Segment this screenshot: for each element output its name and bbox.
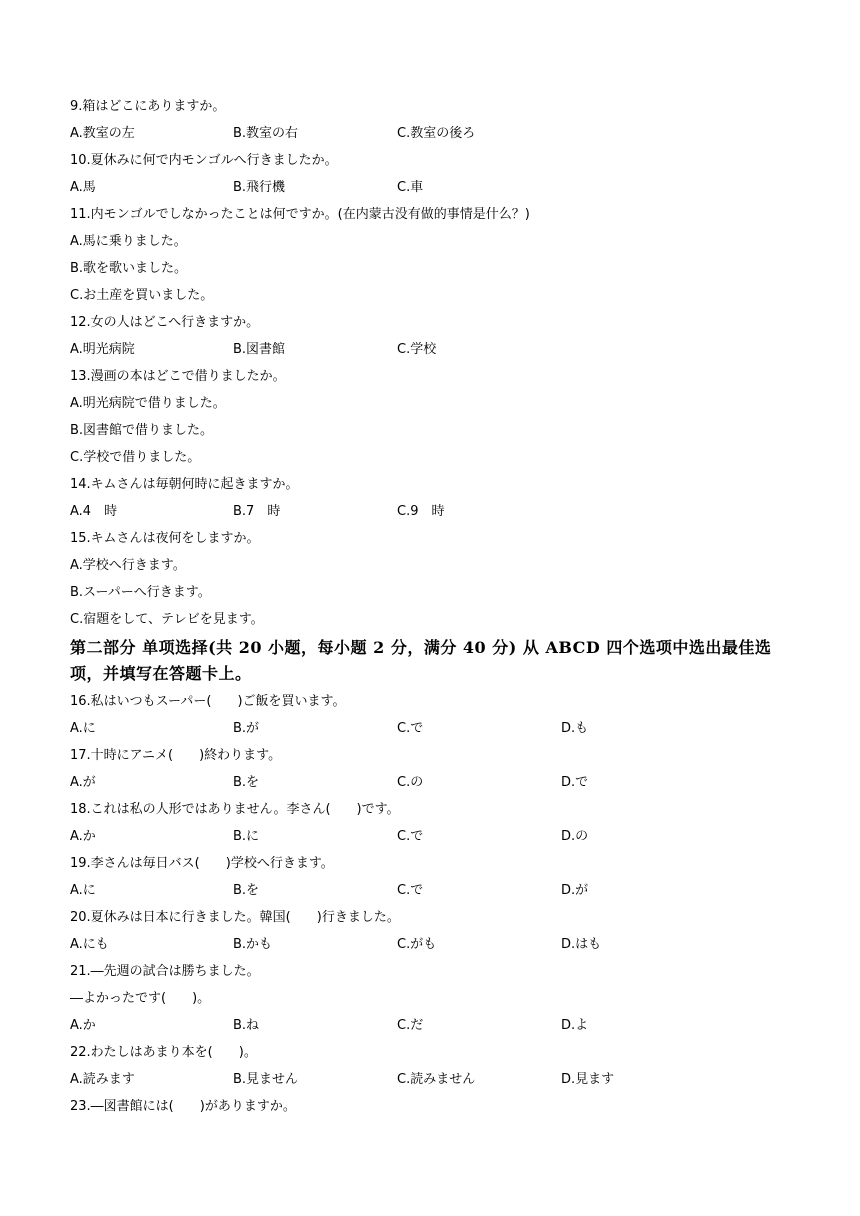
question-15-stem: 15.キムさんは夜何をしますか。 — [70, 531, 260, 546]
question-18-option-b: B.に — [233, 829, 260, 844]
question-21-option-d: D.よ — [561, 1018, 589, 1033]
question-15-option-a: A.学校へ行きます。 — [70, 558, 186, 573]
question-13-stem: 13.漫画の本はどこで借りましたか。 — [70, 369, 286, 384]
question-21-option-b: B.ね — [233, 1018, 260, 1033]
question-20-stem: 20.夏休みは日本に行きました。韓国( )行きました。 — [70, 910, 400, 925]
question-18-stem: 18.これは私の人形ではありません。李さん( )です。 — [70, 802, 400, 817]
section-2-heading — [70, 635, 792, 687]
section-2-heading-line-1: 第二部分 单项选择(共 20 小题，每小题 2 分，满分 40 分) 从 ABCD 四个选项中选出最佳选 — [70, 638, 772, 657]
question-17-option-c: C.の — [397, 775, 424, 790]
question-14-stem: 14.キムさんは毎朝何時に起きますか。 — [70, 477, 299, 492]
question-21-stem: 21.―先週の試合は勝ちました。 — [70, 964, 260, 979]
question-16-option-a: A.に — [70, 721, 96, 736]
question-10-option-c: C.車 — [397, 180, 424, 195]
question-10-option-b: B.飛行機 — [233, 180, 286, 195]
question-11-stem: 11.内モンゴルでしなかったことは何ですか。(在内蒙古没有做的事情是什么？) — [70, 207, 530, 222]
question-19-option-b: B.を — [233, 883, 260, 898]
question-11-option-b: B.歌を歌いました。 — [70, 261, 188, 276]
question-10-stem: 10.夏休みに何で内モンゴルへ行きましたか。 — [70, 153, 338, 168]
question-15-option-c: C.宿題をして、テレビを見ます。 — [70, 612, 264, 627]
question-14-option-b: B.7 時 — [233, 504, 281, 519]
question-16-option-b: B.が — [233, 721, 260, 736]
question-16-option-c: C.で — [397, 721, 424, 736]
question-13-option-a: A.明光病院で借りました。 — [70, 396, 226, 411]
question-18-option-d: D.の — [561, 829, 589, 844]
question-18-option-c: C.で — [397, 829, 424, 844]
question-18-option-a: A.か — [70, 829, 96, 844]
question-20-option-b: B.かも — [233, 937, 273, 952]
section-2-heading-line-2: 项，并填写在答题卡上。 — [70, 664, 252, 683]
question-14-option-a: A.4 時 — [70, 504, 118, 519]
question-22-stem: 22.わたしはあまり本を( )。 — [70, 1045, 257, 1060]
question-22-option-d: D.見ます — [561, 1072, 615, 1087]
question-17-stem: 17.十時にアニメ( )終わります。 — [70, 748, 282, 763]
question-21-option-a: A.か — [70, 1018, 96, 1033]
question-21-stem-reply: ―よかったです( )。 — [70, 991, 211, 1006]
question-21-option-c: C.だ — [397, 1018, 424, 1033]
question-19-option-c: C.で — [397, 883, 424, 898]
question-19-option-d: D.が — [561, 883, 589, 898]
question-11-option-a: A.馬に乗りました。 — [70, 234, 187, 249]
question-13-option-c: C.学校で借りました。 — [70, 450, 201, 465]
question-11-option-c: C.お土産を買いました。 — [70, 288, 214, 303]
question-9-option-c: C.教室の後ろ — [397, 126, 476, 141]
question-12-option-b: B.図書館 — [233, 342, 286, 357]
question-22-option-b: B.見ません — [233, 1072, 299, 1087]
question-20-option-d: D.はも — [561, 937, 602, 952]
question-12-stem: 12.女の人はどこへ行きますか。 — [70, 315, 260, 330]
question-9-stem: 9.箱はどこにありますか。 — [70, 99, 226, 114]
question-9-option-b: B.教室の右 — [233, 126, 299, 141]
question-10-option-a: A.馬 — [70, 180, 96, 195]
question-20-option-c: C.がも — [397, 937, 437, 952]
question-17-option-d: D.で — [561, 775, 589, 790]
question-20-option-a: A.にも — [70, 937, 109, 952]
question-13-option-b: B.図書館で借りました。 — [70, 423, 214, 438]
question-14-option-c: C.9 時 — [397, 504, 445, 519]
question-19-stem: 19.李さんは毎日バス( )学校へ行きます。 — [70, 856, 334, 871]
question-17-option-b: B.を — [233, 775, 260, 790]
question-22-option-c: C.読みません — [397, 1072, 476, 1087]
question-19-option-a: A.に — [70, 883, 96, 898]
question-12-option-a: A.明光病院 — [70, 342, 135, 357]
question-12-option-c: C.学校 — [397, 342, 437, 357]
question-16-stem: 16.私はいつもスーパー( )ご飯を買います。 — [70, 694, 346, 709]
question-23-stem: 23.―図書館には( )がありますか。 — [70, 1099, 296, 1114]
question-9-option-a: A.教室の左 — [70, 126, 135, 141]
question-22-option-a: A.読みます — [70, 1072, 135, 1087]
question-15-option-b: B.スーパーへ行きます。 — [70, 585, 211, 600]
question-16-option-d: D.も — [561, 721, 589, 736]
question-17-option-a: A.が — [70, 775, 96, 790]
